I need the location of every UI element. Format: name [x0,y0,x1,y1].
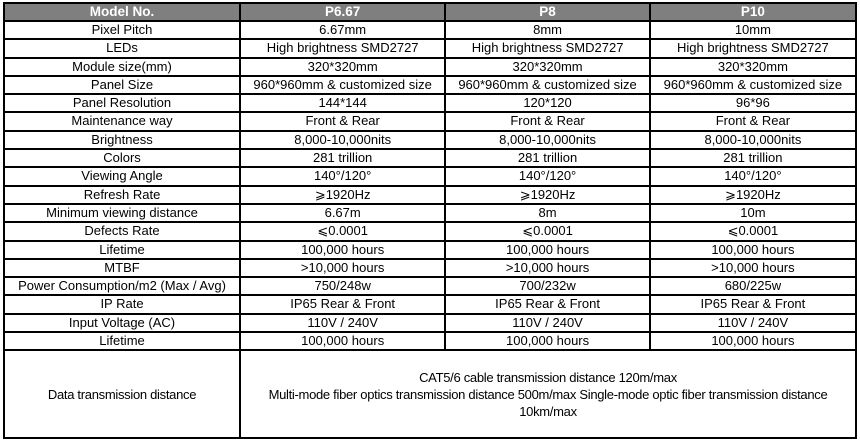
spec-value: 96*96 [650,94,856,112]
table-row [4,204,856,222]
spec-value: High brightness SMD2727 [650,39,856,57]
spec-value: 960*960mm & customized size [445,76,649,94]
spec-value: 8mm [445,21,649,39]
spec-label: Minimum viewing distance [4,204,240,222]
spec-value: 8,000-10,000nits [445,131,649,149]
table-row [4,241,856,259]
table-row [4,295,856,313]
spec-value: 320*320mm [240,58,445,76]
spec-value: IP65 Rear & Front [650,295,856,313]
spec-value: 680/225w [650,277,856,295]
header-model-no: Model No. [4,3,240,21]
spec-value: IP65 Rear & Front [445,295,649,313]
spec-value: 10m [650,204,856,222]
spec-label: Module size(mm) [4,58,240,76]
spec-value: IP65 Rear & Front [240,295,445,313]
spec-value: 110V / 240V [650,314,856,332]
spec-label: Power Consumption/m2 (Max / Avg) [4,277,240,295]
header-model-p8: P8 [445,3,649,21]
header-model-p667: P6.67 [240,3,445,21]
spec-value: 960*960mm & customized size [650,76,856,94]
spec-value: ⩾1920Hz [240,186,445,204]
spec-value: 320*320mm [445,58,649,76]
spec-label: Maintenance way [4,112,240,130]
spec-label: Defects Rate [4,222,240,240]
spec-value: 281 trillion [650,149,856,167]
spec-value: ⩾1920Hz [445,186,649,204]
spec-label: Pixel Pitch [4,21,240,39]
spec-label: MTBF [4,259,240,277]
spec-label: Viewing Angle [4,167,240,185]
spec-value: Front & Rear [445,112,649,130]
table-row [4,76,856,94]
table-row-data-transmission [4,350,856,438]
spec-value: 100,000 hours [445,332,649,350]
table-row [4,58,856,76]
spec-label: Panel Resolution [4,94,240,112]
spec-value: 281 trillion [240,149,445,167]
spec-value: 8,000-10,000nits [240,131,445,149]
spec-table [3,2,857,439]
spec-value: ⩽0.0001 [650,222,856,240]
spec-value-data-transmission [240,350,856,438]
table-row [4,186,856,204]
spec-value: 960*960mm & customized size [240,76,445,94]
table-row [4,112,856,130]
spec-label: LEDs [4,39,240,57]
spec-table-body [4,21,856,438]
spec-value: >10,000 hours [650,259,856,277]
spec-value: 140°/120° [650,167,856,185]
spec-label: IP Rate [4,295,240,313]
table-row [4,21,856,39]
spec-label: Panel Size [4,76,240,94]
table-row [4,277,856,295]
table-row [4,167,856,185]
spec-label: Lifetime [4,241,240,259]
table-row [4,259,856,277]
spec-value: 6.67m [240,204,445,222]
data-transmission-line2: Multi-mode fiber optics transmission distance 500m/max Single-mode optic fiber transmission distance 10km/max [268,386,828,419]
spec-table-header [4,3,856,21]
spec-value: Front & Rear [240,112,445,130]
spec-value: 320*320mm [650,58,856,76]
table-row [4,94,856,112]
table-row [4,39,856,57]
spec-value: 281 trillion [445,149,649,167]
spec-value: ⩽0.0001 [445,222,649,240]
spec-label: Refresh Rate [4,186,240,204]
spec-value: 750/248w [240,277,445,295]
spec-value: 140°/120° [445,167,649,185]
spec-value: >10,000 hours [445,259,649,277]
data-transmission-text [243,369,853,420]
table-row [4,149,856,167]
spec-value: >10,000 hours [240,259,445,277]
spec-value: ⩾1920Hz [650,186,856,204]
table-row [4,332,856,350]
spec-value: ⩽0.0001 [240,222,445,240]
spec-value: 144*144 [240,94,445,112]
header-row [4,3,856,21]
spec-label: Lifetime [4,332,240,350]
spec-value: 100,000 hours [650,332,856,350]
table-row [4,131,856,149]
spec-value: 110V / 240V [240,314,445,332]
spec-value: 6.67mm [240,21,445,39]
spec-value: 700/232w [445,277,649,295]
spec-value: 100,000 hours [445,241,649,259]
spec-value: 10mm [650,21,856,39]
data-transmission-line1: CAT5/6 cable transmission distance 120m/max [419,369,677,385]
spec-label-data-transmission: Data transmission distance [4,350,240,438]
spec-value: 110V / 240V [445,314,649,332]
spec-value: Front & Rear [650,112,856,130]
spec-value: 8m [445,204,649,222]
spec-value: 120*120 [445,94,649,112]
spec-value: 100,000 hours [240,241,445,259]
spec-value: 100,000 hours [650,241,856,259]
table-row [4,314,856,332]
spec-label: Brightness [4,131,240,149]
spec-value: 140°/120° [240,167,445,185]
spec-value: 8,000-10,000nits [650,131,856,149]
table-row [4,222,856,240]
spec-value: High brightness SMD2727 [445,39,649,57]
header-model-p10: P10 [650,3,856,21]
spec-value: 100,000 hours [240,332,445,350]
spec-label: Colors [4,149,240,167]
spec-label: Input Voltage (AC) [4,314,240,332]
spec-value: High brightness SMD2727 [240,39,445,57]
